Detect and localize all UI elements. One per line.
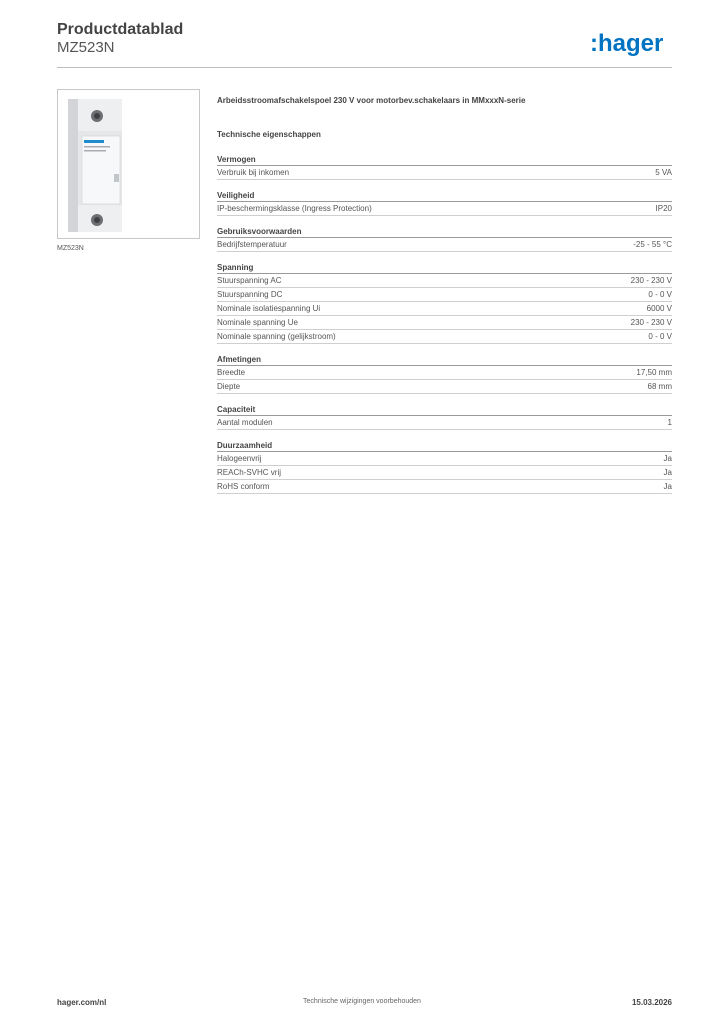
- spec-group-afmetingen: [217, 354, 672, 394]
- spec-label: Breedte: [217, 368, 246, 377]
- product-photo-icon: [58, 90, 199, 238]
- spec-label: Stuurspanning AC: [217, 276, 282, 285]
- product-code: MZ523N: [57, 39, 115, 56]
- spec-group-duurzaamheid: [217, 440, 672, 494]
- group-title: Afmetingen: [217, 354, 672, 366]
- spec-group-vermogen: [217, 154, 672, 180]
- spec-group-gebruiksvoorwaarden: [217, 226, 672, 252]
- spec-value: IP20: [655, 204, 672, 213]
- spec-label: Verbruik bij inkomen: [217, 168, 290, 177]
- spec-label: REACh-SVHC vrij: [217, 468, 282, 477]
- spec-row: [217, 452, 672, 466]
- spec-value: 0 - 0 V: [648, 332, 672, 341]
- spec-row: [217, 238, 672, 252]
- group-title: Veiligheid: [217, 190, 672, 202]
- footer-date: 15.03.2026: [631, 998, 672, 1007]
- spec-label: Halogeenvrij: [217, 454, 262, 463]
- spec-value: 230 - 230 V: [630, 276, 672, 285]
- spec-label: Stuurspanning DC: [217, 290, 283, 299]
- spec-row: [217, 330, 672, 344]
- spec-row: [217, 202, 672, 216]
- spec-value: 230 - 230 V: [630, 318, 672, 327]
- group-title: Capaciteit: [217, 404, 672, 416]
- photo-caption: MZ523N: [57, 245, 84, 252]
- spec-row: [217, 274, 672, 288]
- spec-content: [217, 96, 672, 494]
- spec-label: IP-beschermingsklasse (Ingress Protection): [217, 204, 372, 213]
- spec-value: 17,50 mm: [636, 368, 672, 377]
- spec-group-veiligheid: [217, 190, 672, 216]
- spec-value: 6000 V: [646, 304, 672, 313]
- spec-label: Bedrijfstemperatuur: [217, 240, 287, 249]
- spec-value: Ja: [663, 482, 672, 491]
- section-title: Technische eigenschappen: [217, 130, 321, 139]
- spec-row: [217, 416, 672, 430]
- spec-row: [217, 466, 672, 480]
- spec-row: [217, 480, 672, 494]
- spec-group-spanning: [217, 262, 672, 344]
- footer-disclaimer: Technische wijzigingen voorbehouden: [303, 998, 421, 1005]
- spec-row: [217, 316, 672, 330]
- spec-row: [217, 366, 672, 380]
- spec-row: [217, 288, 672, 302]
- group-title: Vermogen: [217, 154, 672, 166]
- spec-value: 5 VA: [655, 168, 672, 177]
- logo-text: :hager: [590, 30, 664, 57]
- product-description: Arbeidsstroomafschakelspoel 230 V voor motorbev.schakelaars in MMxxxN-serie: [217, 96, 526, 105]
- spec-value: -25 - 55 °C: [633, 240, 672, 249]
- spec-label: Nominale isolatiespanning Ui: [217, 304, 321, 313]
- spec-row: [217, 166, 672, 180]
- product-photo-frame: [57, 89, 200, 239]
- spec-value: Ja: [663, 454, 672, 463]
- spec-row: [217, 302, 672, 316]
- spec-label: Nominale spanning (gelijkstroom): [217, 332, 336, 341]
- spec-value: 0 - 0 V: [648, 290, 672, 299]
- header-divider: [57, 67, 672, 68]
- spec-row: [217, 380, 672, 394]
- group-title: Gebruiksvoorwaarden: [217, 226, 672, 238]
- spec-value: 1: [667, 418, 672, 427]
- hager-logo: [590, 29, 674, 59]
- footer-website-link[interactable]: hager.com/nl: [57, 998, 107, 1007]
- page-title: Productdatablad: [57, 21, 184, 38]
- spec-value: 68 mm: [647, 382, 672, 391]
- spec-label: Nominale spanning Ue: [217, 318, 298, 327]
- spec-label: Diepte: [217, 382, 241, 391]
- spec-label: RoHS conform: [217, 482, 270, 491]
- group-title: Duurzaamheid: [217, 440, 672, 452]
- spec-label: Aantal modulen: [217, 418, 273, 427]
- spec-value: Ja: [663, 468, 672, 477]
- spec-group-capaciteit: [217, 404, 672, 430]
- group-title: Spanning: [217, 262, 672, 274]
